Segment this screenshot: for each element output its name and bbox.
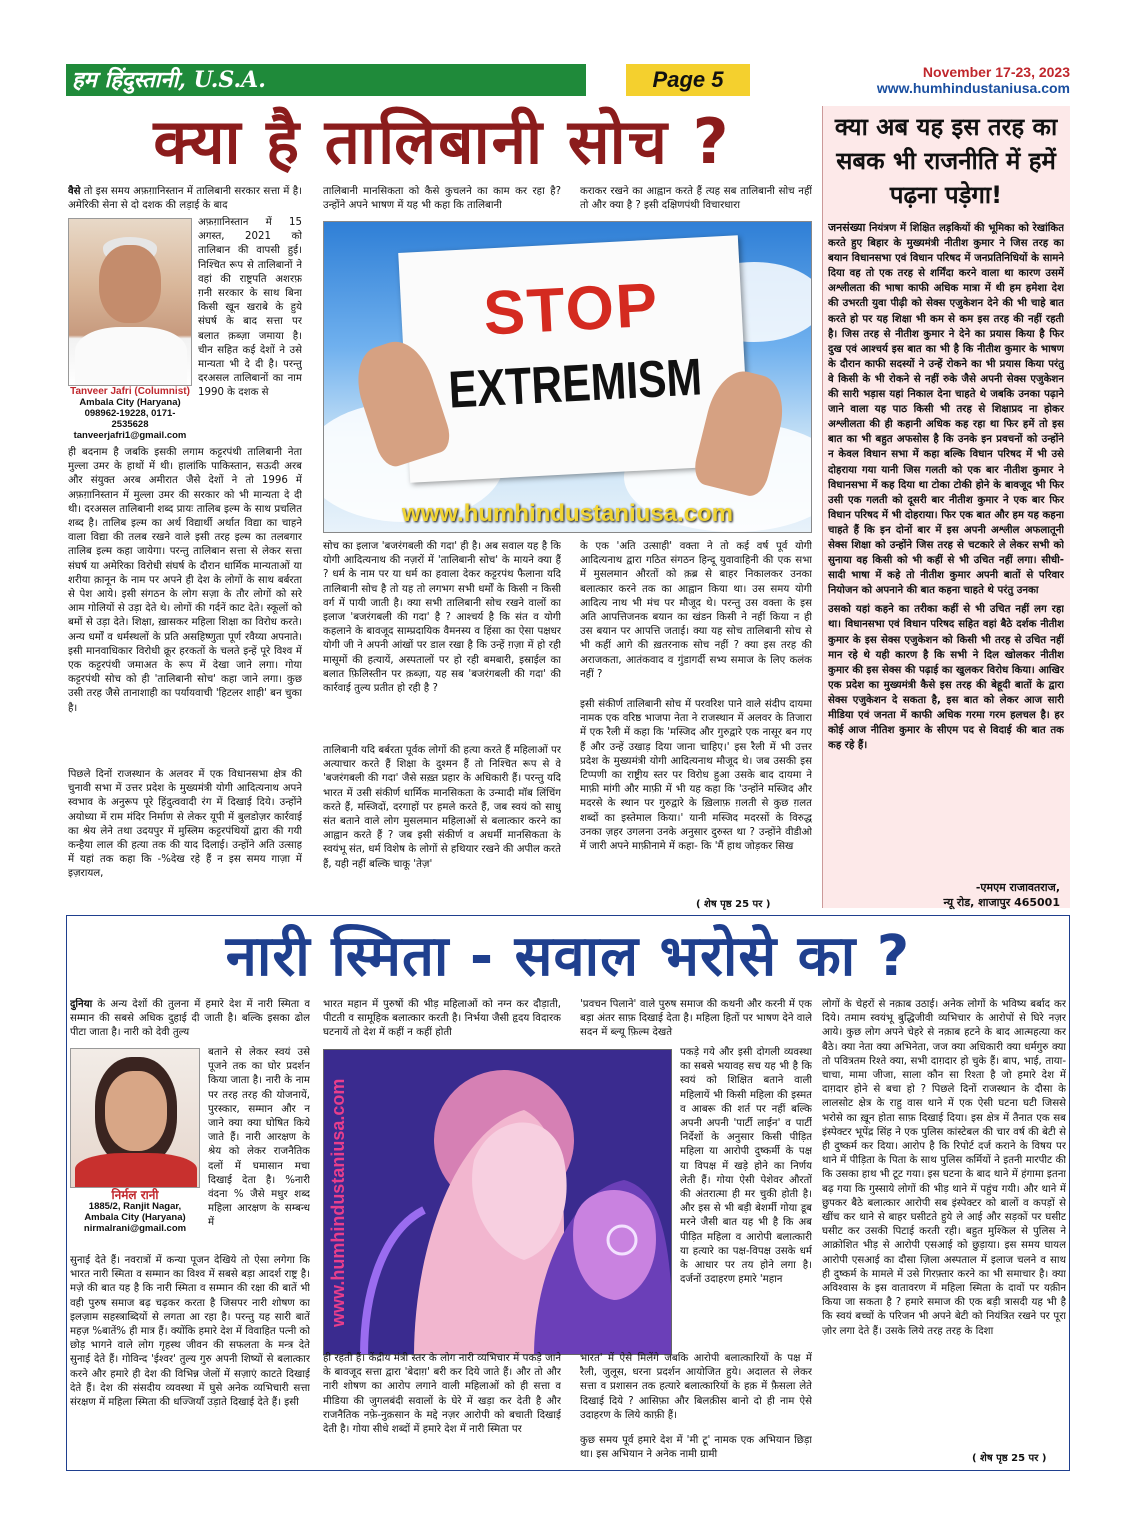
author-address: 1885/2, Ranjit Nagar, <box>88 1201 182 1212</box>
author-city: Ambala City (Haryana) <box>79 397 181 408</box>
women-illustration-art <box>324 1050 672 1355</box>
article1-col1-top <box>68 185 302 219</box>
photo-face <box>99 245 161 323</box>
article2-col2-top: भारत महान में पुरुषों की भीड़ महिलाओं को नग्न कर दौड़ाती, पीटती व सामूहिक बलात्कार करती है। निर्भया जैसी हृदय विदारक घटनायें तो देश में कहीं न कहीं होती <box>323 999 561 1039</box>
article1-col2-body: सोच का इलाज 'बजरंगबली की गदा' ही है। अब सवाल यह है कि योगी आदित्यनाथ की नज़रों में 'तालिबानी सोच' के मायने क्या हैं ? धर्म के नाम पर या धर्म का हवाला देकर कट्टरपंथ फैलाना यदि तालिबानी सोच है तो यह तो लगभग सभी धर्मों के किसी न किसी वर्ग में पायी जाती है। क्या सभी तालिबानी सोच रखने वालों का इलाज 'बजरंगबली की गदा' है ? आश्चर्य है कि संत व योगी कहलाने के बावजूद साम्प्रदायिक वैमनस्य व हिंसा का ऐसा पक्षधर योगी जी ने अपनी आंखों पर डाल रखा है कि उन्हें ग़ज़ा में हो रही मासूमों की हत्यायें, अस्पतालों पर हो रही बमबारी, इस्राईल का बलात फ़िलिस्तीन पर क़ब्ज़ा, यह सब 'बजरंगबली की गदा' की कार्रवाई तुल्य प्रतीत हो रही है ? <box>323 541 561 695</box>
photo-shirt <box>75 327 187 386</box>
sidebar-body <box>828 220 1064 880</box>
author-phone: 098962-19228, 0171-2535628 <box>84 408 176 430</box>
article2-col3-side: पकड़े गये और इसी दोगली व्यवस्था का सबसे भयावह सच यह भी है कि स्वयं को शिक्षित बताने वाली महिलायें भी किसी महिला की इस्मत व आबरू की शर्त पर नहीं बल्कि अपनी अपनी 'पार्टी लाईन' व पार्टी निर्देशों के अनुसार किसी पीड़ित महिला या आरोपी दुष्कर्मी के पक्ष या विपक्ष में खड़े होने का निर्णय लेती हैं। गोया ऐसी पेशेवर औरतों की अंतरात्मा ही मर चुकी होती है। और इस से भी बड़ी बेशर्मी गोया डूब मरने जैसी बात यह भी है कि अब पीड़ित महिला व आरोपी बलात्कारी या हत्यारे का पक्ष-विपक्ष उसके धर्म के आधार पर तय होने लगा है। दर्जनों उदाहरण हमारे 'महान <box>680 1047 812 1286</box>
article2-col3-para2: कुछ समय पूर्व हमारे देश में 'मी टू' नामक एक अभियान छिड़ा था। इस अभियान ने अनेक नामी ग्रामी <box>580 1435 812 1461</box>
article1-lead-word: वैसे <box>68 186 81 197</box>
article1-col3-top: कराकर रखने का आह्वान करते हैं त्यह सब तालिबानी सोच नहीं तो और क्या है ? इसी दक्षिणपंथी विचारधारा <box>580 186 812 212</box>
sidebar-signature-name: -एमएम राजावतराज, <box>975 881 1060 894</box>
article1-headline: क्या है तालिबानी सोच ? <box>153 105 731 178</box>
article2-col4: लोगों के चेहरों से नक़ाब उठाई। अनेक लोगों के भविष्य बर्बाद कर दिये। तमाम स्वयंभू बुद्धिजीवी व्यभिचार के आरोपों से घिरे नज़र आये। कुछ लोग अपने चेहरे से नक़ाब हटने के बाद आत्महत्या कर बैठे। क्या नेता क्या अभिनेता, जज क्या अधिकारी क्या धर्मगुरु क्या तो पवित्रतम रिश्ते क्या, सभी दाग़दार हो चुके हैं। बाप, भाई, ताया-चाचा, मामा जीजा, साला कौन सा रिश्ता है जो हमारे देश में दाग़दार होने से बचा हो ? पिछले दिनों राजस्थान के दौसा के लालसोट क्षेत्र के राहु वास थाने में एक ऐसी घटना घटी जिससे भरोसे का ख़ून होता साफ़ दिखाई दिया। इस क्षेत्र में तैनात एक सब इंस्पेक्टर भूपेंद्र सिंह ने एक पुलिस कांस्टेबल की चार वर्ष की बेटी से ही दुष्कर्म कर दिया। आरोप है कि रिपोर्ट दर्ज कराने के विषय पर थाने में पीड़िता के पिता के साथ पुलिस कर्मियों ने इतनी मारपीट की कि उसका हाथ भी टूट गया। इस घटना के बाद थाने में हंगामा इतना बढ़ गया कि गुस्साये लोगों की भीड़ थाने में पहुंच गयी। और थाने में छुपकर बैठे बलात्कार आरोपी सब इंस्पेक्टर को बालों व कपड़ों से खींच कर थाने से बाहर घसीटते हुये ले आई और सड़कों पर घसीट घसीट कर उसकी पिटाई करती रही। बहुत मुश्किल से पुलिस ने आक्रोशित भीड़ से आरोपी एसआई को छुड़ाया। इस समय घायल आरोपी एसआई का दौसा ज़िला अस्पताल में इलाज चलने व साथ ही दुष्कर्म के मामले में उसे गिरफ़्तार करने का भी समाचार है। क्या अविश्वास के इस वातावरण में महिला स्मिता के दावों पर यक़ीन किया जा सकता है ? हमारे समाज की एक बड़ी त्रासदी यह भी है कि स्वयं बच्चों के परिजन भी अपने बेटी को नियंत्रित रखने पर पूरा ज़ोर लगा देते हैं। उसके लिये तरह तरह के दिशा <box>822 999 1066 1337</box>
author-email: tanveerjafri1@gmail.com <box>73 430 187 441</box>
sidebar-signature-place: न्यू रोड, शाजापुर 465001 <box>943 896 1060 909</box>
author-name: निर्मल रानी <box>111 1188 159 1202</box>
article2-col1-top-text: के अन्य देशों की तुलना में हमारे देश में नारी स्मिता व सम्मान की सबसे अधिक दुहाई दी जाती है। बल्कि इसका ढोल पीटा जाता है। नारी को देवी तुल्य <box>70 999 310 1039</box>
author-photo-nirmal-rani <box>70 1048 200 1188</box>
website-link[interactable]: www.humhindustaniusa.com <box>876 80 1070 96</box>
page-number: Page 5 <box>626 64 750 96</box>
article1-col1-para2: पिछले दिनों राजस्थान के अलवर में एक विधानसभा क्षेत्र की चुनावी सभा में उत्तर प्रदेश के मुख्यमंत्री योगी आदित्यनाथ अपने स्वभाव के अनुरूप पूरे हिंदुत्ववादी रंग में दिखाई दिये। उन्होंने अयोध्या में राम मंदिर निर्माण से लेकर यूपी में बुलडोज़र कार्रवाई का श्रेय लेने तथा उदयपुर में मुस्लिम कट्टरपंथियों द्वारा की गयी कन्हैया लाल की हत्या तक की याद दिलाई। उन्होंने अति उत्साह में यहां तक कहा कि -%देख रहे हैं न इस समय गाज़ा में इज़रायल, <box>68 769 302 880</box>
article1-col2-para2: तालिबानी यदि बर्बरता पूर्वक लोगों की हत्या करते हैं महिलाओं पर अत्याचार करते हैं शिक्षा के दुश्मन हैं तो निश्चित रूप से वे 'बजरंगबली की गदा' जैसे सख़्त प्रहार के अधिकारी हैं। परन्तु यदि भारत में उसी संकीर्ण धार्मिक मानसिकता के उन्मादी मॉब लिंचिंग करते हैं, मस्जिदों, दरगाहों पर हमले करते हैं, जब स्वयं को साधु संत बताने वाले लोग मुसलमान महिलाओं से बलात्कार करने का आह्वान करते हैं ? जब इसी संकीर्ण व अधर्मी मानसिकता के स्वयंभू संत, धर्म विशेष के लोगों से हथियार रखने की अपील करते हैं, यही नहीं बल्कि चाकू 'तेज़' <box>323 745 561 870</box>
image-watermark: www.humhindustaniusa.com <box>328 1078 348 1328</box>
women-illustration <box>323 1049 672 1355</box>
sidebar-headline: क्या अब यह इस तरह का सबक भी राजनीति में हमें पढ़ना पड़ेगा! <box>834 113 1058 209</box>
article1-col3-para2: इसी संकीर्ण तालिबानी सोच में परवरिश पाने वाले संदीप दायमा नामक एक वरिष्ठ भाजपा नेता ने राजस्थान में अलवर के तिजारा में एक रैली में कहा कि 'मस्जिद और गुरुद्वारे एक नासूर बन गए हैं और उन्हें उखाड़ दिया जाना चाहिए।' इस रैली में भी उत्तर प्रदेश के मुख्यमंत्री योगी आदित्यनाथ मौजूद थे। जब उसकी इस टिप्पणी का राष्ट्रीय स्तर पर विरोध हुआ उसके बाद दायमा ने माफ़ी मांगी और माफ़ी में भी यह कहा कि 'उन्होंने मस्जिद और मदरसे के स्थान पर गुरुद्वारे के ख़िलाफ़ ग़लती से कुछ ग़लत शब्दों का इस्तेमाल किया।' यानी मस्जिद मदरसों के विरुद्ध उनका ज़हर उगलना उनके अनुसार दुरुस्त था ? उन्होंने वीडीओ में जारी अपने माफ़ीनामे में कहा- कि 'मैं हाथ जोड़कर सिख <box>580 699 812 853</box>
article2-col1-body: सुनाई देते हैं। नवरात्रों में कन्या पूजन देखिये तो ऐसा लगेगा कि भारत नारी स्मिता व सम्मान का विश्व में सबसे बड़ा आदर्श राष्ट्र है। मज़े की बात यह है कि नारी स्मिता व सम्मान की रक्षा की बातें भी वही पुरुष समाज बढ़ चढ़कर करता है जिसपर नारी शोषण का इलज़ाम सहस्त्राब्दियों से लगता आ रहा है। परन्तु यह सारी बातें महज़ %बातें% ही मात्र हैं। क्योंकि हमारे देश में विवाहित पत्नी को छोड़ भागने वाले लोग गृहस्थ जीवन की सफलता के मन्त्र देते सुनाई देते हैं। गोविन्द 'ईश्वर' तुल्य गुरु अपनी शिष्यों से बलात्कार करने और हमारे ही देश की विभिन्न जेलों में सज़ाएं काटते दिखाई देते हैं। देश की संसदीय व्यवस्था में घुसे अनेक व्यभिचारी सत्ता संरक्षण में महिला स्मिता की धज्जियाँ उड़ाते दिखाई देते हैं। इसी <box>70 1255 310 1409</box>
article1-col1-body: ही बदनाम है जबकि इसकी लगाम कट्टरपंथी तालिबानी नेता मुल्ला उमर के हाथों में थी। हालांकि पाकिस्तान, सऊदी अरब और संयुक्त अरब अमीरात जैसे देशों ने तो 1996 में अफ़ग़ानिस्तान में मुल्ला उमर की सरकार को भी मान्यता दे दी थी। दरअसल तालिबानी शब्द प्रायः तालिब इल्म के साथ प्रचलित शब्द है। तालिब इल्म का अर्थ विद्यार्थी अर्थात विद्या का चाहने वाला विद्या की तलब रखने वाले इसी तरह इल्म का तलबगार तालिब इल्म कहा जायेगा। परन्तु तालिबान सत्ता से लेकर सत्ता संघर्ष या अमेरिका विरोधी संघर्ष के दौरान धार्मिक मान्यताओं या शरीया क़ानून के नाम पर अपने ही देश के लोगों के साथ बर्बरता से पेश आये। इसी संगठन के लोग सज़ा के तौर लोगों को सरे आम गोलियों से उड़ा देते थे। लोगों की गर्दनें काट देते। स्कूलों को बमों से उड़ा देते। शिक्षा, ख़ासकर महिला शिक्षा का विरोध करते। अन्य धर्मों व धर्मस्थलों के प्रति असहिष्णुता पूर्ण रवैय्या अपनाते। इसी मानवाधिकार विरोधी क्रूर हरकतों के चलते इन्हें पूरे विश्व में एक कट्टरपंथी जमाअत के रूप में देखा जाने लगा। गोया कट्टरपंथी सोच को ही 'तालिबानी सोच' कहा जाने लगा। कुछ उसी तरह जैसे तानाशाही का पर्यायवाची 'हिटलर शाही' बन चुका है। <box>68 447 302 714</box>
article2-lead-word: दुनिया <box>70 999 93 1010</box>
author-photo-tanveer-jafri <box>68 218 192 386</box>
article2-headline: नारी स्मिता - सवाल भरोसे का ? <box>225 924 911 989</box>
masthead <box>66 60 1070 100</box>
author-caption-tanveer-jafri <box>68 386 192 441</box>
continued-note-1: ( शेष पृष्ठ 25 पर ) <box>696 899 771 910</box>
image-watermark: www.humhindustaniusa.com <box>401 500 734 527</box>
photo-face <box>105 1071 167 1151</box>
issue-date: November 17-23, 2023 <box>922 64 1070 80</box>
sidebar-lead-word: जनसंख्या <box>828 221 866 234</box>
article2-col2-body: ही रहती हैं। केंद्रीय मंत्री स्तर के लोग नारी व्यभिचार में पकड़े जाने के बावजूद सत्ता द्वारा 'बेदाग़' बरी कर दिये जाते हैं। और तो और नारी शोषण का आरोप लगाने वाली महिलाओं को ही सत्ता व मीडिया की जुगलबंदी सवालों के घेरे में खड़ा कर देती है और राजनैतिक नफ़े-नुक़सान के मद्दे नज़र आरोपी को बचाती दिखाई देती है। गोया सीधे शब्दों में हमारे देश में नारी स्मिता पर <box>323 1353 561 1436</box>
article2-col3-body: भारत' में ऐसे मिलेंगे जबकि आरोपी बलात्कारियों के पक्ष में रैली, जुलूस, धरना प्रदर्शन आयोजित हुये। अदालत से लेकर सत्ता व प्रशासन तक हत्यारे बलात्कारियों के हक़ में फ़ैसला लेते दिखाई दिये ? आसिफ़ा और बिलक़ीस बानो दो ही नाम ऐसे उदाहरण के लिये काफ़ी हैं। <box>580 1353 812 1421</box>
author-city: Ambala City (Haryana) <box>84 1212 186 1223</box>
protest-sign <box>398 235 750 482</box>
article2-col3-top: 'प्रवचन पिलाने' वाले पुरुष समाज की कथनी और करनी में एक बड़ा अंतर साफ़ दिखाई देता है। महिला हितों पर भाषण देने वाले सदन में ब्ल्यू फ़िल्म देखते <box>580 999 812 1039</box>
newspaper-name: हम हिंदुस्तानी, U.S.A. <box>66 64 586 96</box>
article1-col1-top-text: तो इस समय अफ़ग़ानिस्तान में तालिबानी सरकार सत्ता में है। अमेरिकी सेना से दो दशक की लड़ाई के बाद <box>68 186 302 212</box>
sidebar-body-text: नियंत्रण में शिक्षित लड़कियों की भूमिका को रेखांकित करते हुए बिहार के मुख्यमंत्री नीतीश कुमार ने जिस तरह का बयान विधानसभा एवं विधान परिषद में जनप्रतिनिधियों के सामने दिया वह तो एक तरह से शर्मिंदा करने वाला था कारण उसमें अश्लीलता की भाषा काफी अधिक मात्रा में थी हम हमेशा देश की उभरती युवा पीढ़ी को सेक्स एजुकेशन देने की भी चाहे बात करते हो पर यह शिक्षा भी कम से कम इस तरह की नहीं रहती है। जिस तरह से नीतीश कुमार ने देने का प्रयास किया है फिर दुख एवं आश्चर्य इस बात का भी है कि नीतीश कुमार के भाषण के दौरान काफी सदस्यों ने उन्हें रोकने का भी प्रयास किया परंतु वे किसी के भी रोकने से नहीं रुके जैसे अपनी सेक्स एजुकेशन की सारी भड़ास यहां निकाल देना चाहते थे जबकि उनका पढ़ाने जाने वाला यह पाठ किसी भी तरह से शिक्षाप्रद ना होकर अश्लीलता की ही कहानी अधिक कह रहा था फिर हमें तो इस बात का भी बहुत अफसोस है कि उनके इन प्रवचनों को उन्होंने न केवल विधान सभा में कहा बल्कि विधान परिषद में भी उसे दोहराया गया यानी जिस गलती को एक बार नीतीश कुमार ने विधानसभा में कह दिया था टोका टोकी होने के बावजूद भी फिर उसी एक गलती को दूसरी बार नीतीश कुमार ने एक बार फिर विधान परिषद में भी दोहराया। फिर एक बात और हम यह कहना चाहते हैं कि इन दोनों बार में इस अपनी अश्लील अफलातूनी सेक्स शिक्षा को उन्होंने जिस तरह से चटकारे ले लेकर सभी को सुनाया वह किसी को भी कहीं से भी उचित नहीं लगा। सीधी-सादी भाषा में कहे तो नीतीश कुमार अपनी बातों से परिवार नियोजन को अपनाने की बात कहना चाहते थे परंतु उनका <box>828 223 1064 597</box>
article1-col3-body: के एक 'अति उत्साही' वक्ता ने तो कई वर्ष पूर्व योगी आदित्यनाथ द्वारा गठित संगठन हिन्दू युवावाहिनी की एक सभा में मुसलमान औरतों को क़ब्र से बाहर निकालकर उनका बलात्कार करने तक का आह्वान किया था। उस समय योगी आदित्य नाथ भी मंच पर मौजूद थे। परन्तु उस वक्ता के इस अति आपत्तिजनक बयान का खंडन किसी ने नहीं किया न ही उस बयान पर आपत्ति जताई। क्या यह सोच तालिबानी सोच से भी कहीं आगे की ख़तरनाक सोच नहीं ? क्या इस तरह की अराजकता, आतंकवाद व गुंडागर्दी सभ्य समाज के लिए कलंक नहीं ? <box>580 541 812 680</box>
author-email: nirmalrani@gmail.com <box>83 1223 187 1234</box>
article2-col1-side: बताने से लेकर स्वयं उसे पूजने तक का घोर प्रदर्शन किया जाता है। नारी के नाम पर तरह तरह की योजनायें, पुरस्कार, सम्मान और न जाने क्या क्या घोषित किये जाते हैं। नारी आरक्षण के श्रेय को लेकर राजनैतिक दलों में घमासान मचा दिखाई देता है। %नारी वंदना % जैसे मधुर शब्द महिला आरक्षण के सम्बन्ध में <box>208 1047 310 1229</box>
author-caption-nirmal-rani <box>70 1190 200 1234</box>
stop-extremism-image <box>323 221 812 533</box>
continued-note-2: ( शेष पृष्ठ 25 पर ) <box>972 1450 1046 1464</box>
photo-sari <box>75 1153 197 1188</box>
sign-text-extremism: EXTREMISM <box>447 348 704 420</box>
article1-col2-top: तालिबानी मानसिकता को कैसे कुचलने का काम कर रहा है? उन्होंने अपने भाषण में यह भी कहा कि तालिबानी <box>323 186 561 212</box>
sign-text-stop: STOP <box>481 270 661 349</box>
sidebar-body-para2: उसको यहां कहने का तरीका कहीं से भी उचित नहीं लग रहा था। विधानसभा एवं विधान परिषद सहित वहां बैठे दर्शक नीतीश कुमार के इस सेक्स एजुकेशन को किसी भी तरह से उचित नहीं मान रहे थे यही कारण है कि सभी ने दिल खोलकर नीतीश कुमार की इस सेक्स की पढ़ाई का खुलकर विरोध किया। आखिर एक प्रदेश का मुख्यमंत्री कैसे इस तरह की बेहूदी बातों के द्वारा सेक्स एजुकेशन दे सकता है, इस बात को लेकर आज सारी मीडिया एवं जनता में काफी अधिक गरमा गरम हलचल है। हर कोई आज नीतिश कुमार के सीएम पद से विदाई की बात तक कह रहे हैं। <box>828 604 1064 752</box>
article1-col1-side: अफ़ग़ानिस्तान में 15 अगस्त, 2021 को तालिबान की वापसी हुई। निश्चित रूप से तालिबानों ने वहां की राष्ट्रपति अशरफ़ ग़नी सरकार के साथ बिना किसी खून खराबे के हुये संघर्ष के बाद सत्ता पर बलात क़ब्ज़ा जमाया है। चीन सहित कई देशों ने उसे मान्यता भी दे दी है। परन्तु दरअसल तालिबानों का नाम 1990 के दशक से <box>198 217 302 399</box>
author-name: Tanveer Jafri (Columnist) <box>70 386 190 397</box>
article2-col1-top <box>70 998 310 1046</box>
